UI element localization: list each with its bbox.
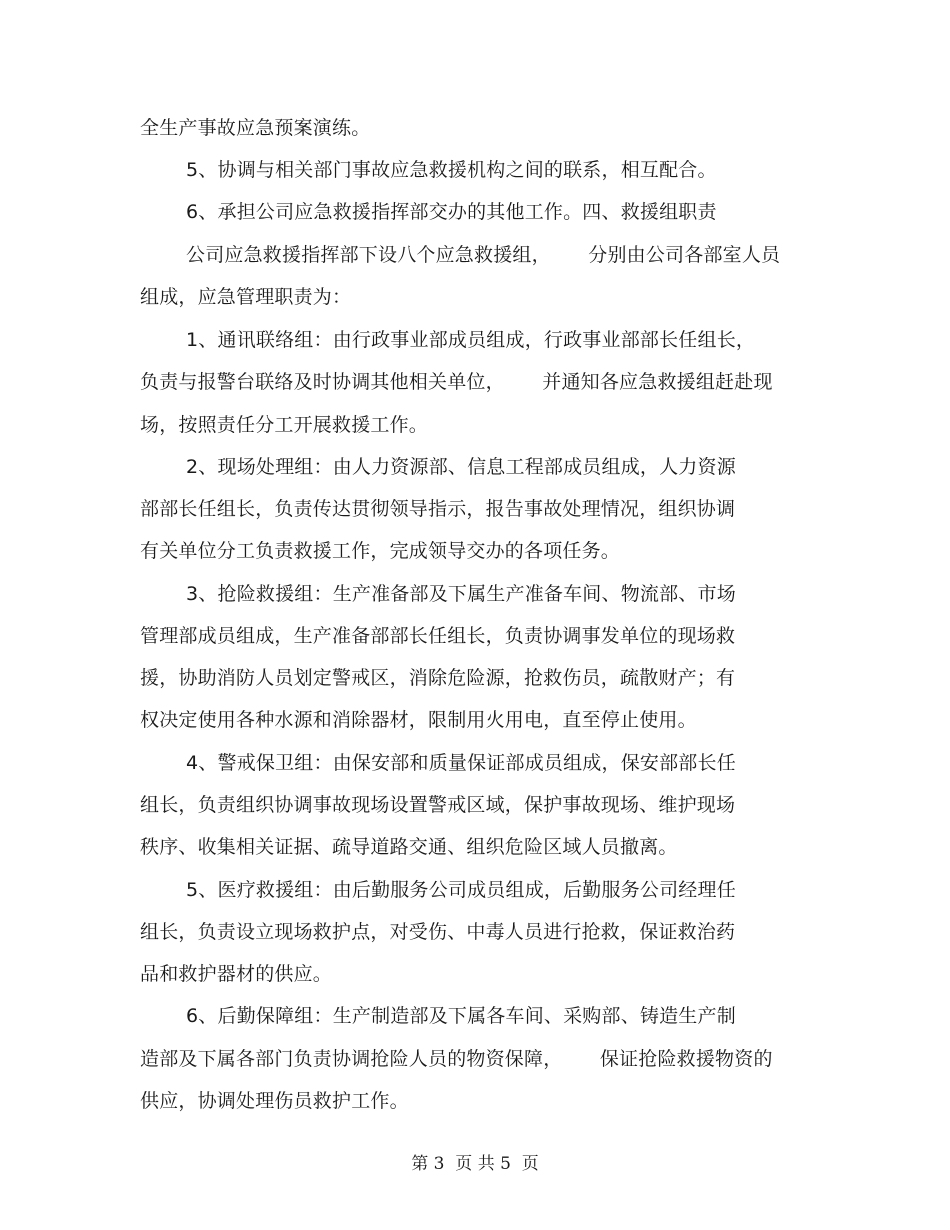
text-line: 管理部成员组成，生产准备部部长任组长，负责协调事发单位的现场救 [140, 625, 736, 647]
text-line: 品和救护器材的供应。 [140, 963, 333, 985]
text-line: 组长，负责设立现场救护点，对受伤、中毒人员进行抢救，保证救治药 [140, 921, 736, 943]
text-line: 5、医疗救援组：由后勤服务公司成员组成，后勤服务公司经理任 [186, 879, 736, 901]
text-line: 负责与报警台联络及时协调其他相关单位， 并通知各应急救援组赶赴现 [140, 371, 773, 393]
text-line: 公司应急救援指挥部下设八个应急救援组， 分别由公司各部室人员 [186, 244, 781, 266]
text-line: 有关单位分工负责救援工作，完成领导交办的各项任务。 [140, 540, 621, 562]
text-line: 6、后勤保障组：生产制造部及下属各车间、采购部、铸造生产制 [186, 1005, 736, 1027]
page-number-footer: 第 3 页 共 5 页 [411, 1154, 539, 1174]
text-line: 场，按照责任分工开展救援工作。 [140, 414, 429, 436]
text-line: 造部及下属各部门负责协调抢险人员的物资保障， 保证抢险救援物资的 [140, 1048, 773, 1070]
text-line: 供应，协调处理伤员救护工作。 [140, 1090, 409, 1112]
text-line: 3、抢险救援组：生产准备部及下属生产准备车间、物流部、市场 [186, 583, 736, 605]
text-line: 秩序、收集相关证据、疏导道路交通、组织危险区域人员撤离。 [140, 836, 678, 858]
text-line: 全生产事故应急预案演练。 [140, 117, 371, 139]
text-line: 2、现场处理组：由人力资源部、信息工程部成员组成，人力资源 [186, 456, 736, 478]
text-line: 组成，应急管理职责为： [140, 286, 352, 308]
text-line: 6、承担公司应急救援指挥部交办的其他工作。四、救援组职责 [186, 201, 717, 223]
text-line: 4、警戒保卫组：由保安部和质量保证部成员组成，保安部部长任 [186, 752, 736, 774]
text-line: 1、通讯联络组：由行政事业部成员组成，行政事业部部长任组长， [186, 329, 756, 351]
text-line: 援，协助消防人员划定警戒区，消除危险源，抢救伤员，疏散财产；有 [140, 667, 736, 689]
text-line: 部部长任组长，负责传达贯彻领导指示，报告事故处理情况，组织协调 [140, 498, 736, 520]
text-line: 权决定使用各种水源和消除器材，限制用火用电，直至停止使用。 [140, 709, 697, 731]
text-line: 5、协调与相关部门事故应急救援机构之间的联系，相互配合。 [186, 159, 717, 181]
text-line: 组长，负责组织协调事故现场设置警戒区域，保护事故现场、维护现场 [140, 794, 736, 816]
